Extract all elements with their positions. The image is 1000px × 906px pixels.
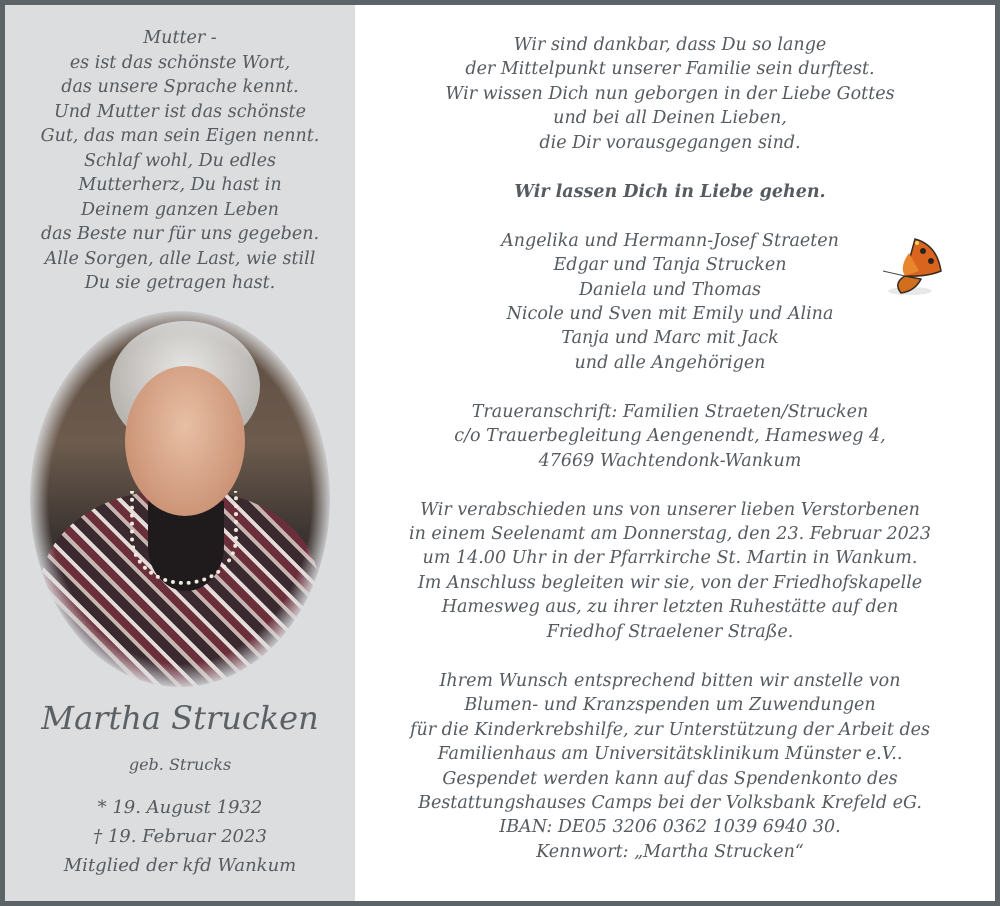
notice-text <box>355 33 985 889</box>
farewell-line: Wir lassen Dich in Liebe gehen. <box>514 181 826 202</box>
text-line: 47669 Wachtendonk-Wankum <box>538 450 802 471</box>
text-line: in einem Seelenamt am Donnerstag, den 23. Februar 2023 <box>409 524 931 544</box>
text-line: die Dir vorausgegangen sind. <box>539 132 801 153</box>
mourner: Nicole und Sven mit Emily und Alina <box>506 303 834 324</box>
poem-line: das Beste nur für uns gegeben. <box>40 224 320 244</box>
poem-line: Mutterherz, Du hast in <box>78 175 282 195</box>
text-line: und bei all Deinen Lieben, <box>553 108 787 129</box>
mourner: Daniela und Thomas <box>578 279 762 300</box>
mourner: Angelika und Hermann-Josef Straeten <box>501 230 839 251</box>
poem-line: Schlaf wohl, Du edles <box>84 150 276 171</box>
right-panel <box>355 5 995 901</box>
birth-date: * 19. August 1932 <box>97 797 263 818</box>
poem-line: Gut, das man sein Eigen nennt. <box>40 126 320 146</box>
text-line: Hamesweg aus, zu ihrer letzten Ruhestätte auf den <box>441 597 899 618</box>
text-line: Friedhof Straelener Straße. <box>546 621 794 642</box>
butterfly-icon <box>875 231 945 301</box>
poem-line: Und Mutter ist das schönste <box>54 101 306 122</box>
portrait-photo <box>30 311 330 687</box>
mourner: Edgar und Tanja Strucken <box>553 255 787 276</box>
born-name: geb. Strucks <box>128 755 232 774</box>
donation-block <box>355 669 985 865</box>
text-line: Wir sind dankbar, dass Du so lange <box>513 35 827 55</box>
text-line: der Mittelpunkt unserer Familie sein durftest. <box>465 59 875 80</box>
left-panel <box>5 5 355 901</box>
address-block <box>355 400 985 473</box>
text-line: Gespendet werden kann auf das Spendenkonto des <box>442 768 898 789</box>
text-line: Im Anschluss begleiten wir sie, von der Friedhofskapelle <box>417 572 923 593</box>
membership: Mitglied der kfd Wankum <box>63 855 297 876</box>
deceased-name: Martha Strucken <box>41 699 319 737</box>
text-line: Wir wissen Dich nun geborgen in der Liebe Gottes <box>445 83 895 104</box>
service-block <box>355 498 985 645</box>
text-line: um 14.00 Uhr in der Pfarrkirche St. Martin in Wankum. <box>422 548 918 569</box>
poem-line: Alle Sorgen, alle Last, wie still <box>44 248 316 269</box>
text-line: Familienhaus am Universitätsklinikum Münster e.V.. <box>437 744 903 765</box>
mourner: und alle Angehörigen <box>574 352 766 373</box>
text-line: für die Kinderkrebshilfe, zur Unterstützung der Arbeit des <box>409 719 930 740</box>
poem <box>5 26 355 296</box>
poem-line: es ist das schönste Wort, <box>69 52 291 73</box>
text-line: Wir verabschieden uns von unserer lieben Verstorbenen <box>420 499 920 520</box>
keyword: Kennwort: „Martha Strucken“ <box>536 841 804 862</box>
mourner: Tanja und Marc mit Jack <box>561 328 779 349</box>
text-line: Blumen- und Kranzspenden um Zuwendungen <box>464 695 876 716</box>
poem-line: Mutter - <box>143 28 217 48</box>
text-line: Bestattungshauses Camps bei der Volksbank Krefeld eG. <box>418 792 922 813</box>
text-line: c/o Trauerbegleitung Aengenendt, Hamesweg 4, <box>454 426 886 447</box>
poem-line: das unsere Sprache kennt. <box>61 77 299 97</box>
text-line: Traueranschrift: Familien Straeten/Strucken <box>471 401 869 422</box>
gratitude-block <box>355 33 985 155</box>
death-date: † 19. Februar 2023 <box>93 826 267 847</box>
poem-line: Deinem ganzen Leben <box>81 199 279 220</box>
text-line: Ihrem Wunsch entsprechend bitten wir anstelle von <box>439 670 901 691</box>
iban: IBAN: DE05 3206 0362 1039 6940 30. <box>499 817 841 838</box>
poem-line: Du sie getragen hast. <box>84 273 276 293</box>
life-dates <box>5 793 355 880</box>
